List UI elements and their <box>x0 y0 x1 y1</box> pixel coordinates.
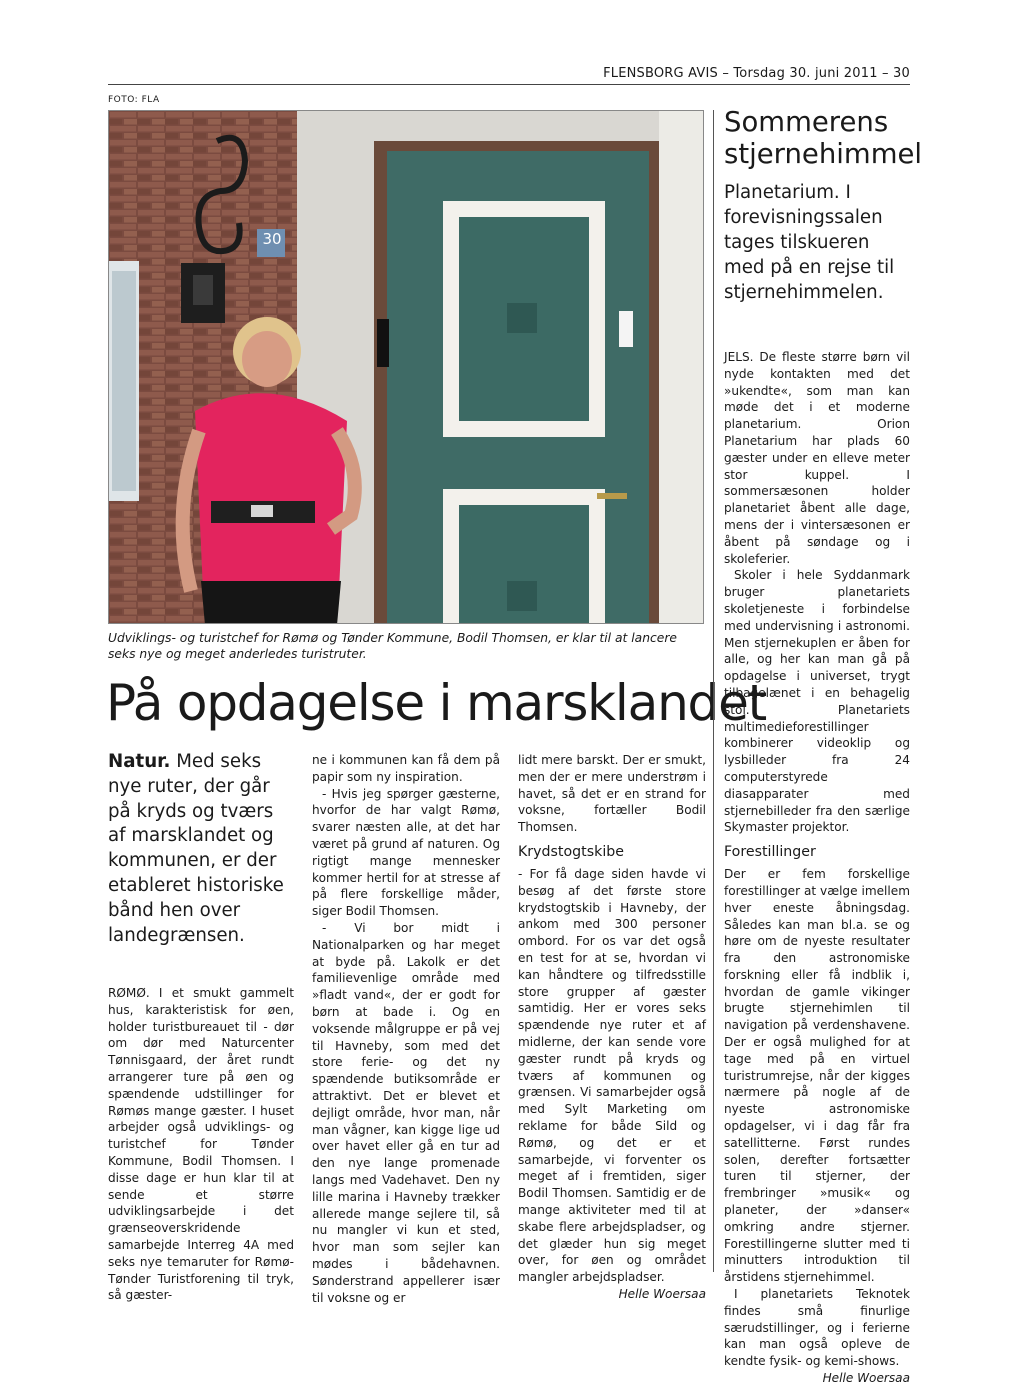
column-3-paragraph-2 <box>518 866 706 1301</box>
article-signature: Helle Woersaa <box>618 1286 706 1301</box>
sidebar-paragraph-4-text: I planetariets Teknotek findes små finurlige særudstillinger, og i ferierne kan man også opleve de kendte fysik- og kemi-shows. <box>724 1287 910 1369</box>
page-header: FLENSBORG AVIS – Torsdag 30. juni 2011 – 30 <box>603 66 910 81</box>
sidebar-signature: Helle Woersaa <box>822 1371 910 1386</box>
article-column-3 <box>518 752 706 1303</box>
sidebar-paragraph-2: Skoler i hele Syddanmark bruger planetariets skoletjeneste i forbindelse med undervisning i astronomi. Men stjernekuplen er åben for alle, og her kan man gå på opdagelse i universet, trygt tilbagelænet i en behagelig stol. Planetariets multimedieforestillinger kombinerer videoklip og lysbilleder fra 24 computerstyrede diasapparater med stjernebilleder fra den særlige Skymaster projektor. <box>724 568 910 835</box>
header-rule <box>108 84 910 85</box>
sidebar-lead-kicker: Planetarium. <box>724 182 840 203</box>
column-divider <box>713 110 714 1272</box>
column-2-paragraph-2: - Hvis jeg spørger gæsterne, hvorfor de har valgt Rømø, svarer næsten alle, at det har været på grund af naturen. Og rigtigt mange mennesker kommer hertil for at stresse af på flere forskellige måder, siger Bodil Thomsen. <box>312 786 500 919</box>
subhead-forestillinger: Forestillinger <box>724 844 816 861</box>
article-column-1 <box>108 985 294 1304</box>
sidebar-body <box>724 349 910 1387</box>
column-3-paragraph-2-text: - For få dage siden havde vi besøg af det første store krydstogtskib i Havneby, der ankom med 300 personer ombord. For os var det også en test for at se, hvordan vi kan håndtere og tilfredsstille store grupper af gæster samtidig. Her er vores seks spændende nye ruter et af midlerne, der kan sende vore gæster rundt på kryds og tværs af kommunen og grænsen. Vi samarbejder også med Sylt Marketing om reklame for både Sild og Rømø, og det er et samarbejde, vi forventer os meget af i fremtiden, siger Bodil Thomsen. Samtidig er de mange aktiviteter med til at skabe flere arbejdspladser, og det glæder hun sig meget over, for øen og området mangler arbejdspladser. <box>518 866 706 1285</box>
sidebar-lead <box>724 180 910 305</box>
column-1-paragraph: RØMØ. I et smukt gammelt hus, karakteristisk for øen, holder turistbureauet til - dør om dør med Naturcenter Tønnisgaard, der året rundt arrangerer ture på øen og spændende udstillinger for Rømøs mange gæster. I huset arbejder også udviklings- og turistchef for Tønder Kommune, Bodil Thomsen. I disse dage er hun klar til at sende et større udviklingsarbejde i det grænseoverskridende samarbejde Interreg 4A med seks nye temaruter for Rømø-Tønder Turistforening til tryk, så gæster- <box>108 986 294 1303</box>
photo-caption: Udviklings- og turistchef for Rømø og Tønder Kommune, Bodil Thomsen, er klar til at lancere seks nye og meget anderledes turistruter. <box>108 631 677 661</box>
column-3-paragraph-1: lidt mere barskt. Der er smukt, men der er mere understrøm i havet, så det er en strand for voksne, fortæller Bodil Thomsen. <box>518 753 706 835</box>
house-number: 30 <box>262 230 282 248</box>
sidebar-paragraph-1: JELS. De fleste større børn vil nyde kontakten med det »ukendte«, som man kan møde det i et moderne planetarium. Orion Planetarium har plads 60 gæster under en elleve meter stor kuppel. I sommersæsonen holder planetariet åbent alle dage, mens der i vintersæsonen er åbent på søndage og i skoleferier. <box>724 350 910 566</box>
article-lead <box>108 750 290 948</box>
column-2-paragraph-3: - Vi bor midt i Nationalparken og har meget at byde på. Lakolk er det familievenlige område med »fladt vand«, der er godt for børn at bade i. Og en voksende målgruppe er på vej til Havneby, som med det store ferie- og det ny spændende butiksområde er attraktivt. Det er blevet et dejligt område, hvor man, når man vågner, kan kigge lige ud over havet eller gå en tur ad den nye lange promenade langs med Vadehavet. Den ny lille marina i Havneby trækker allerede mange sejlere til, så nu mangler vi kun et sted, hvor man som sejler kan mødes i bådehavnen. Sønderstrand appellerer især til voksne og er <box>312 920 500 1305</box>
sidebar-paragraph-4 <box>724 1286 910 1386</box>
photo-credit: FOTO: FLA <box>108 95 160 105</box>
subhead-krydstogtskibe: Krydstogtskibe <box>518 843 625 860</box>
sidebar-paragraph-3: Der er fem forskellige forestillinger at vælge imellem hver eneste åbningsdag. Således kan man bl.a. se og høre om de nyeste resultater fra den astronomiske forskning eller få indblik i, hvordan de gamle vikinger brugte stjernehimlen til navigation på verdenshavene. Der er også mulighed for at tage med på en virtuel turistrumrejse, når der kigges nærmere på nogle af de nyeste astronomiske opdagelser, vi i dag får fra satellitterne. Først rundes solen, derefter fortsætter turen til stjerner, der frembringer »musik« og planeter, der »danser« omkring andre stjerner. Forestillingerne slutter med ti minutters introduktion til årstidens stjernehimmel. <box>724 867 910 1285</box>
article-headline: På opdagelse i marsklandet <box>106 674 767 732</box>
article-column-2 <box>312 752 500 1306</box>
lead-text: Med seks nye ruter, der går på kryds og tværs af marsklandet og kommunen, er der etableret historiske bånd hen over landegrænsen. <box>108 751 284 946</box>
sidebar-lead-text: I forevisningssalen tages tilskueren med på en rejse til stjernehimmelen. <box>724 182 895 303</box>
column-2-paragraph-1: ne i kommunen kan få dem på papir som ny inspiration. <box>312 753 500 784</box>
sidebar-title: Sommerens stjernehimmel <box>724 106 923 170</box>
lead-kicker: Natur. <box>108 751 171 772</box>
article-photo <box>108 110 704 624</box>
